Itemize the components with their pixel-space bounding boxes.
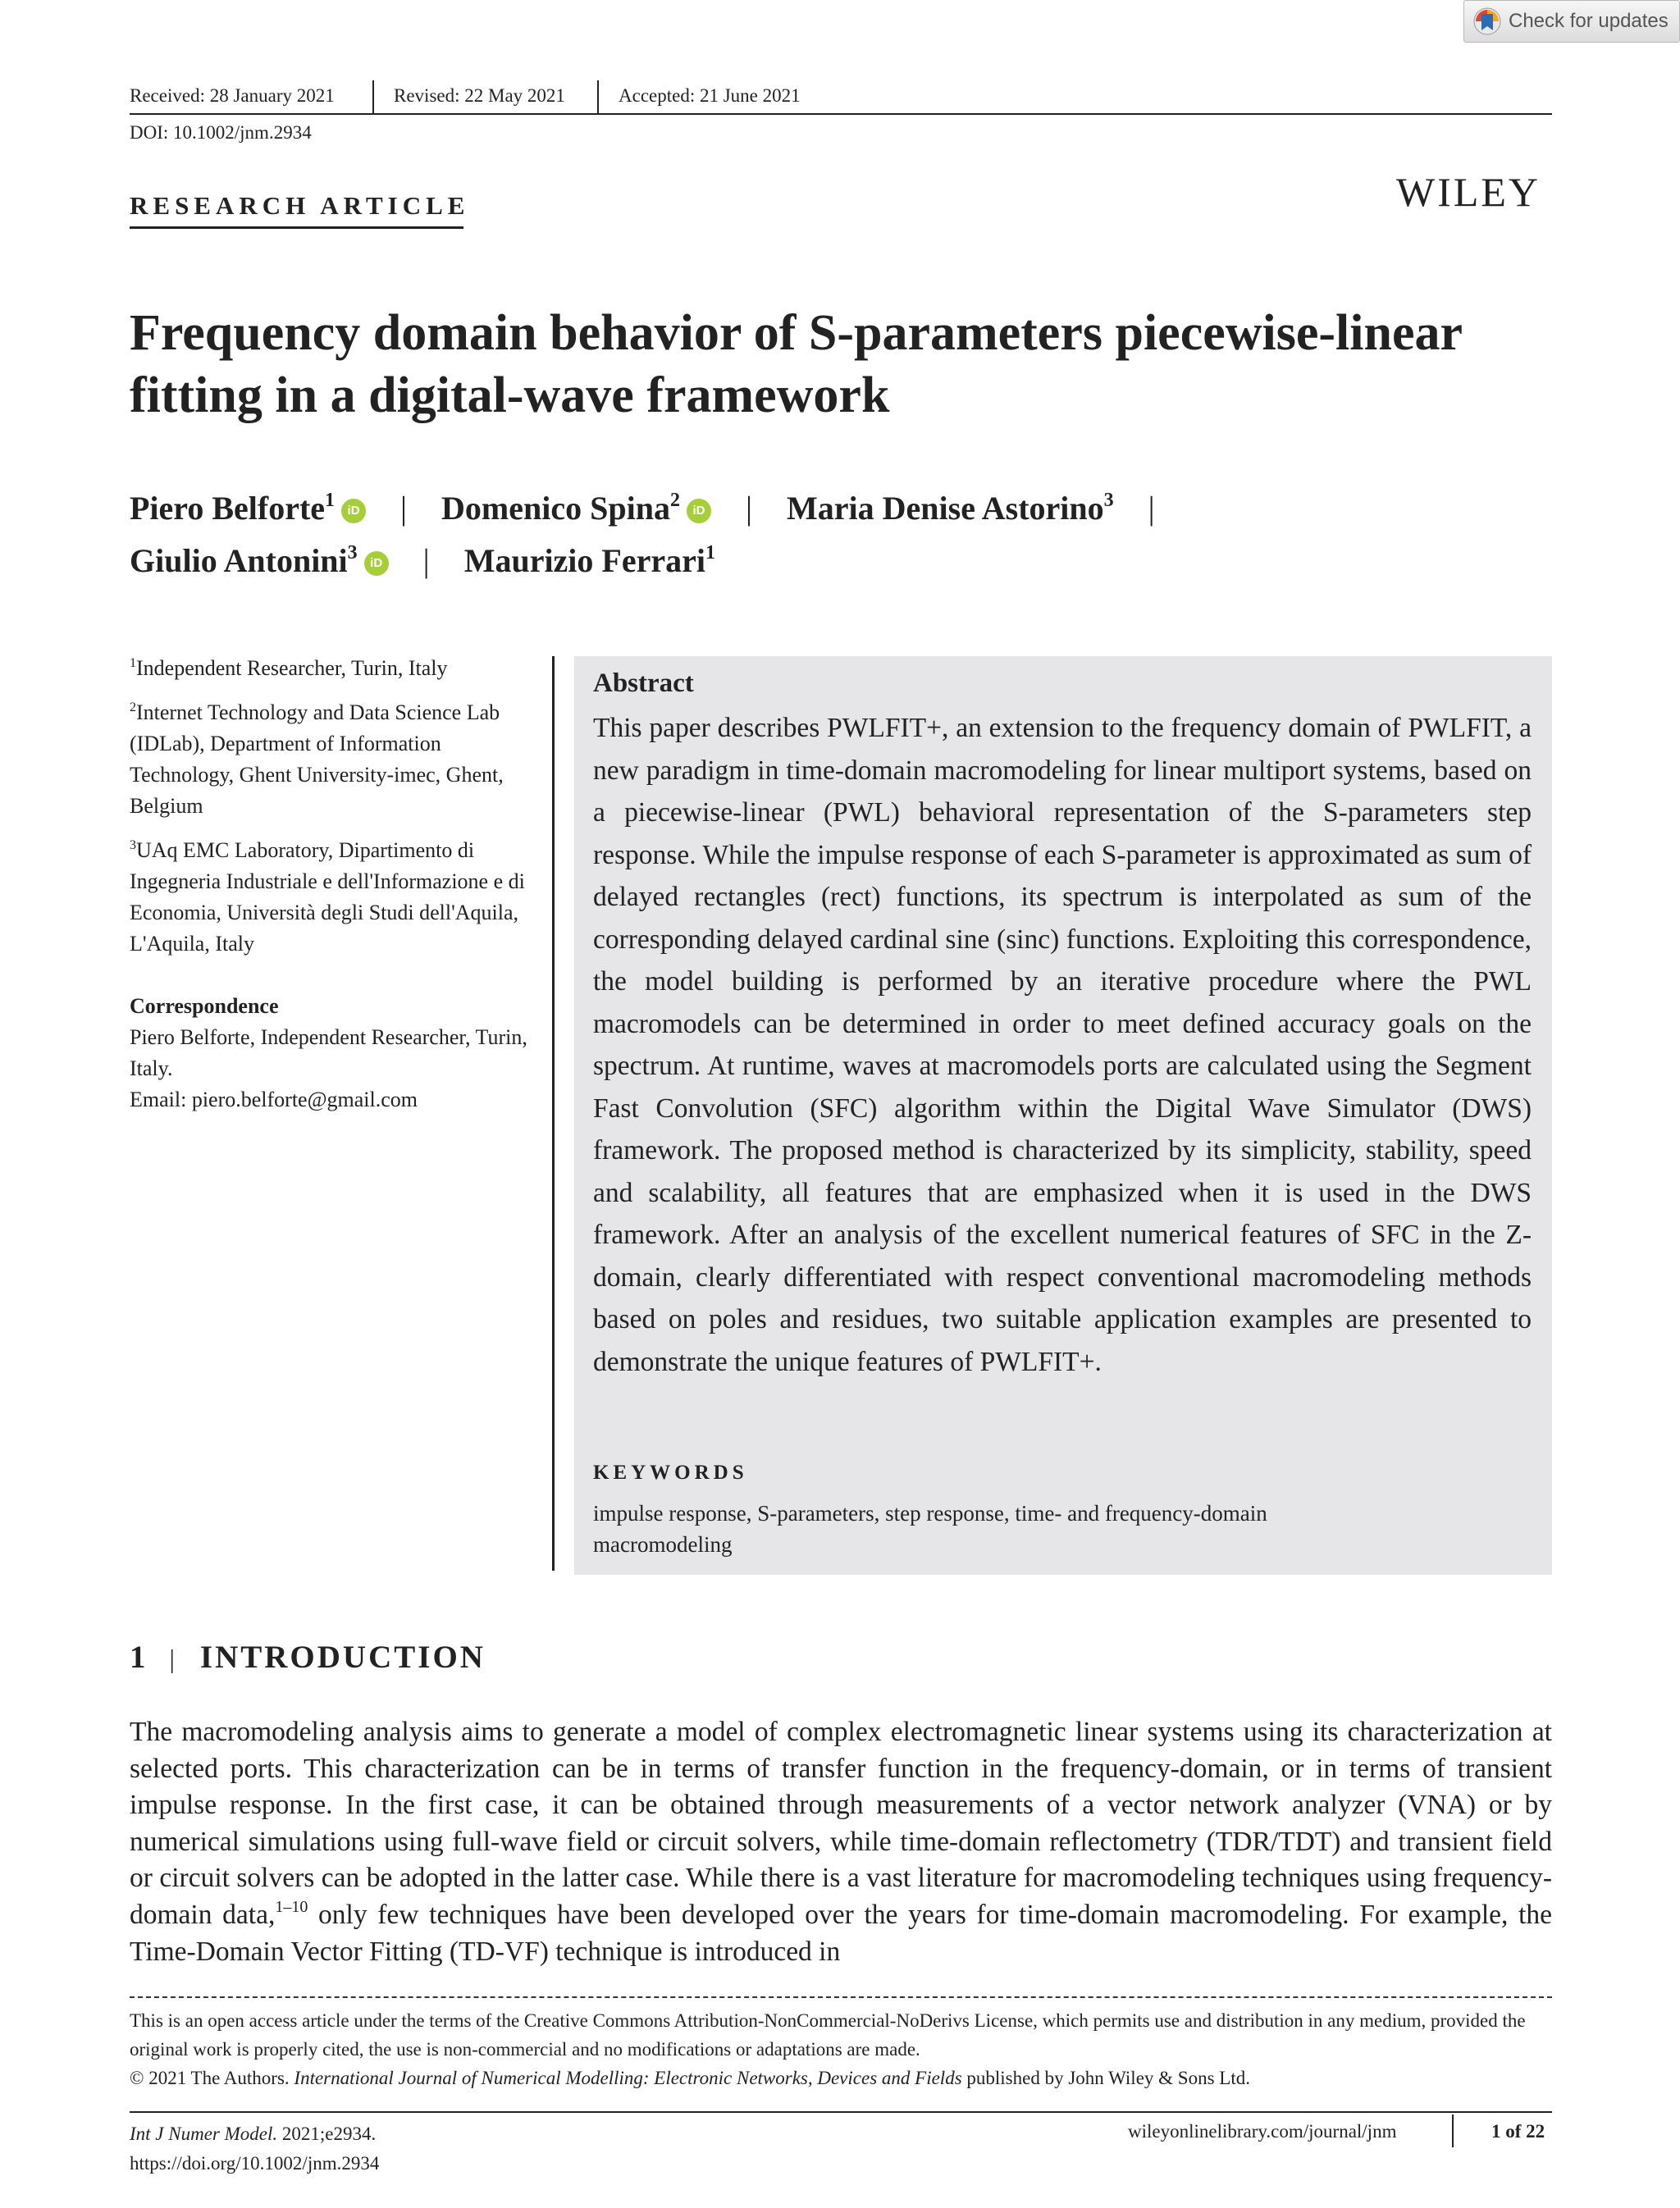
article-type: RESEARCH ARTICLE [130, 191, 470, 220]
citation-details: 2021;e2934. [277, 2124, 377, 2144]
section-heading [130, 1639, 486, 1676]
author-affiliation-mark: 2 [669, 490, 680, 511]
correspondence-text: Piero Belforte, Independent Researcher, Turin, Italy. [130, 1025, 527, 1080]
citation-journal: Int J Numer Model. [130, 2124, 278, 2144]
doi-link[interactable]: https://doi.org/10.1002/jnm.2934 [130, 2153, 380, 2174]
copyright-line [130, 2064, 1552, 2092]
affiliation-text: UAq EMC Laboratory, Dipartimento di Ingegneria Industriale e dell'Informazione e di Economia, Università degli Studi dell'Aquila, L'Aquila, Italy [130, 838, 525, 956]
affiliation-text: Internet Technology and Data Science Lab (IDLab), Department of Information Technology, Ghent University-imec, Ghent, Belgium [130, 700, 504, 818]
affiliation-number: 1 [130, 656, 136, 670]
author-separator: | [1148, 490, 1155, 527]
column-divider [552, 656, 555, 1571]
copyright-suffix: published by John Wiley & Sons Ltd. [961, 2068, 1250, 2088]
license-statement: This is an open access article under the terms of the Creative Commons Attribution-NonCommercial-NoDerivs License, which permits use and distribution in any medium, provided the original work is properly cited, the use is non-commercial and no modifications or adaptations are made. [130, 2010, 1526, 2060]
check-for-updates-label: Check for updates [1509, 10, 1669, 32]
revised-date: Revised: 22 May 2021 [394, 85, 565, 106]
header-rule [130, 113, 1552, 115]
check-for-updates-icon [1472, 7, 1502, 36]
publisher-logo: WILEY [1396, 169, 1541, 215]
affiliations [130, 648, 532, 1115]
abstract-text: This paper describes PWLFIT+, an extension to the frequency domain of PWLFIT, a new paradigm in time-domain macromodeling for linear multiport systems, based on a piecewise-linear (PWL) behavioral representation of the S-parameters step response. While the impulse response of each S-parameter is approximated as sum of delayed rectangles (rect) functions, its spectrum is interpolated as sum of the corresponding delayed cardinal sine (sinc) functions. Exploiting this correspondence, the model building is performed by an iterative procedure where the PWL macromodels can be determined in order to meet defined accuracy goals on the spectrum. At runtime, waves at macromodels ports are calculated using the Segment Fast Convolution (SFC) algorithm within the Digital Wave Simulator (DWS) framework. The proposed method is characterized by its simplicity, stability, speed and scalability, all features that are emphasized when it is used in the DWS framework. After an analysis of the excellent numerical features of SFC in the Z-domain, clearly differentiated with respect conventional macromodeling methods based on poles and residues, two suitable application examples are presented to demonstrate the unique features of PWLFIT+. [593, 713, 1532, 1377]
keywords-text: impulse response, S-parameters, step response, time- and frequency-domain macromodeling [593, 1501, 1267, 1557]
author-affiliation-mark: 3 [347, 542, 358, 563]
authors-line-1 [130, 489, 1181, 527]
header-divider [597, 80, 599, 113]
section-number: 1 [130, 1640, 148, 1675]
header-divider [372, 80, 374, 113]
copyright-prefix: © 2021 The Authors. [130, 2068, 294, 2088]
footer-rule [130, 2111, 1552, 2113]
affiliation-text: Independent Researcher, Turin, Italy [136, 656, 448, 680]
paragraph-text: The macromodeling analysis aims to generate a model of complex electromagnetic linear systems using its characterization at selected ports. This characterization can be in terms of transfer function in the frequency-domain, or in terms of transient impulse response. In the first case, it can be obtained through measurements of a vector network analyzer (VNA) or by numerical simulations using full-wave field or circuit solvers, while time-domain reflectometry (TDR/TDT) and transient field or circuit solvers can be adopted in the latter case. While there is a vast literature for macromodeling techniques using frequency-domain data, [130, 1717, 1552, 1930]
license-text [130, 2006, 1552, 2092]
paper-title: Frequency domain behavior of S-parameters piecewise-linear fitting in a digital-wave framework [130, 305, 1462, 423]
author-separator: | [745, 490, 752, 527]
author-name[interactable]: Maria Denise Astorino [787, 490, 1104, 527]
journal-name: International Journal of Numerical Modelling: Electronic Networks, Devices and Fields [294, 2068, 962, 2088]
received-date: Received: 28 January 2021 [130, 85, 335, 106]
author-name[interactable]: Giulio Antonini [130, 542, 348, 579]
author-name[interactable]: Domenico Spina [441, 490, 670, 527]
footnote-divider [130, 1996, 1552, 1998]
author-separator: | [400, 490, 408, 527]
introduction-paragraph [130, 1714, 1552, 1970]
affiliation [130, 692, 532, 822]
footer-divider [1452, 2114, 1454, 2147]
orcid-icon[interactable]: iD [341, 499, 366, 523]
orcid-icon[interactable]: iD [687, 499, 711, 523]
paragraph-text: only few techniques have been developed over the years for time-domain macromodeling. For example, the Time-Domain Vector Fitting (TD-VF) technique is introduced in [130, 1899, 1552, 1967]
check-for-updates-button[interactable] [1463, 0, 1680, 43]
correspondence-email[interactable]: Email: piero.belforte@gmail.com [130, 1088, 418, 1111]
affiliation-number: 3 [130, 838, 136, 852]
footer-citation [130, 2119, 379, 2178]
reference-link[interactable]: 1–10 [275, 1897, 308, 1916]
author-separator: | [422, 542, 430, 579]
keywords-heading: KEYWORDS [593, 1462, 748, 1484]
orcid-icon[interactable]: iD [364, 551, 389, 576]
author-affiliation-mark: 1 [325, 490, 336, 511]
affiliation [130, 830, 532, 960]
author-name[interactable]: Piero Belforte [130, 490, 326, 527]
authors-line-2 [130, 541, 715, 580]
journal-site-link[interactable]: wileyonlinelibrary.com/journal/jnm [1128, 2121, 1397, 2142]
article-type-underline [130, 226, 463, 229]
section-title: INTRODUCTION [199, 1640, 486, 1675]
author-affiliation-mark: 3 [1103, 490, 1114, 511]
page-number: 1 of 22 [1491, 2121, 1545, 2142]
accepted-date: Accepted: 21 June 2021 [619, 85, 801, 106]
section-separator: | [169, 1644, 177, 1673]
abstract-heading: Abstract [593, 668, 694, 698]
affiliation-number: 2 [130, 700, 136, 714]
author-affiliation-mark: 1 [705, 542, 715, 563]
affiliation [130, 648, 532, 684]
doi[interactable]: DOI: 10.1002/jnm.2934 [130, 122, 312, 143]
correspondence-heading: Correspondence [130, 994, 279, 1018]
author-name[interactable]: Maurizio Ferrari [463, 542, 705, 579]
